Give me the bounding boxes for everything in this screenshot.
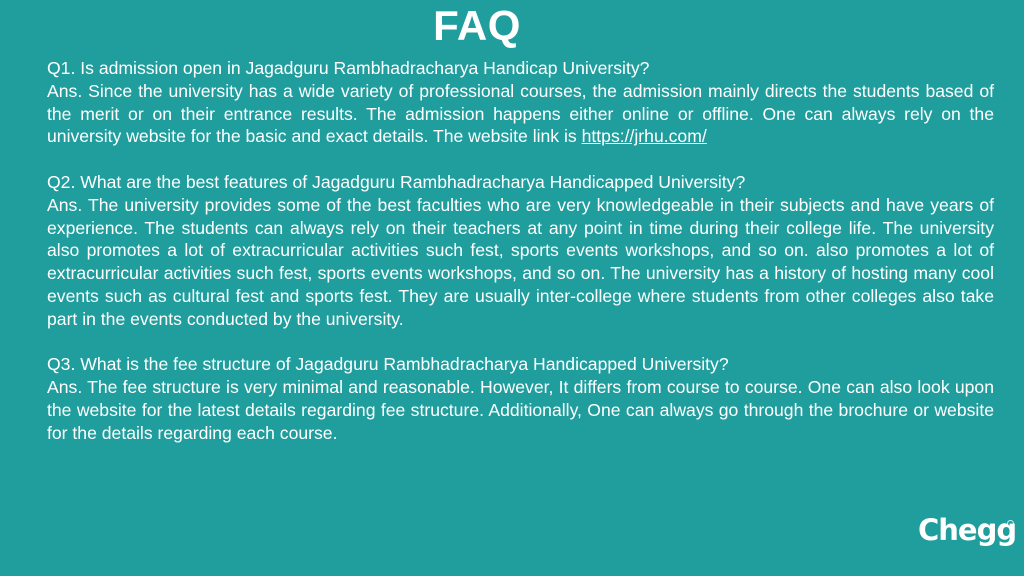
faq-question-2: Q2. What are the best features of Jagadguru Rambhadracharya Handicapped University? [47, 171, 746, 192]
faq-item-2 [47, 171, 994, 331]
faq-item-1 [47, 57, 994, 148]
faq-answer-1 [47, 80, 994, 148]
faq-item-3 [47, 353, 994, 444]
faq-question-1: Q1. Is admission open in Jagadguru Rambhadracharya Handicap University? [47, 58, 650, 78]
faq-question-3: Q3. What is the fee structure of Jagadguru Rambhadracharya Handicapped University? [47, 354, 729, 375]
university-website-link[interactable]: https://jrhu.com/ [581, 126, 707, 147]
faq-answer-3: Ans. The fee structure is very minimal and reasonable. However, It differs from course to course. One can also look upon the website for the latest details regarding fee structure. Additionally, One can always go through the brochure or website for the details regarding each course. [47, 377, 994, 443]
faq-list [47, 57, 994, 467]
page-title: FAQ [433, 2, 521, 49]
faq-answer-2: Ans. The university provides some of the best faculties who are very knowledgeable in their subjects and have years of experience. The students can always rely on their teachers at any point in time during their college life. The university also promotes a lot of extracurricular activities such fest, sports events workshops, and so on. also promotes a lot of extracurricular activities such fest, sports events workshops, and so on. The university has a history of hosting many cool events such as cultural fest and sports fest. They are usually inter-college where students from other colleges also take part in the events conducted by the university. [47, 194, 994, 329]
registered-mark-icon [1007, 520, 1014, 527]
chegg-logo-text: Chegg [918, 513, 1017, 547]
chegg-logo [918, 512, 1017, 548]
faq-answer-1-text: Ans. Since the university has a wide variety of professional courses, the admission mainly directs the students based of the merit or on their entrance results. The admission happens either online or offline. One can always rely on the university website for the basic and exact details. The website link is [47, 80, 994, 147]
